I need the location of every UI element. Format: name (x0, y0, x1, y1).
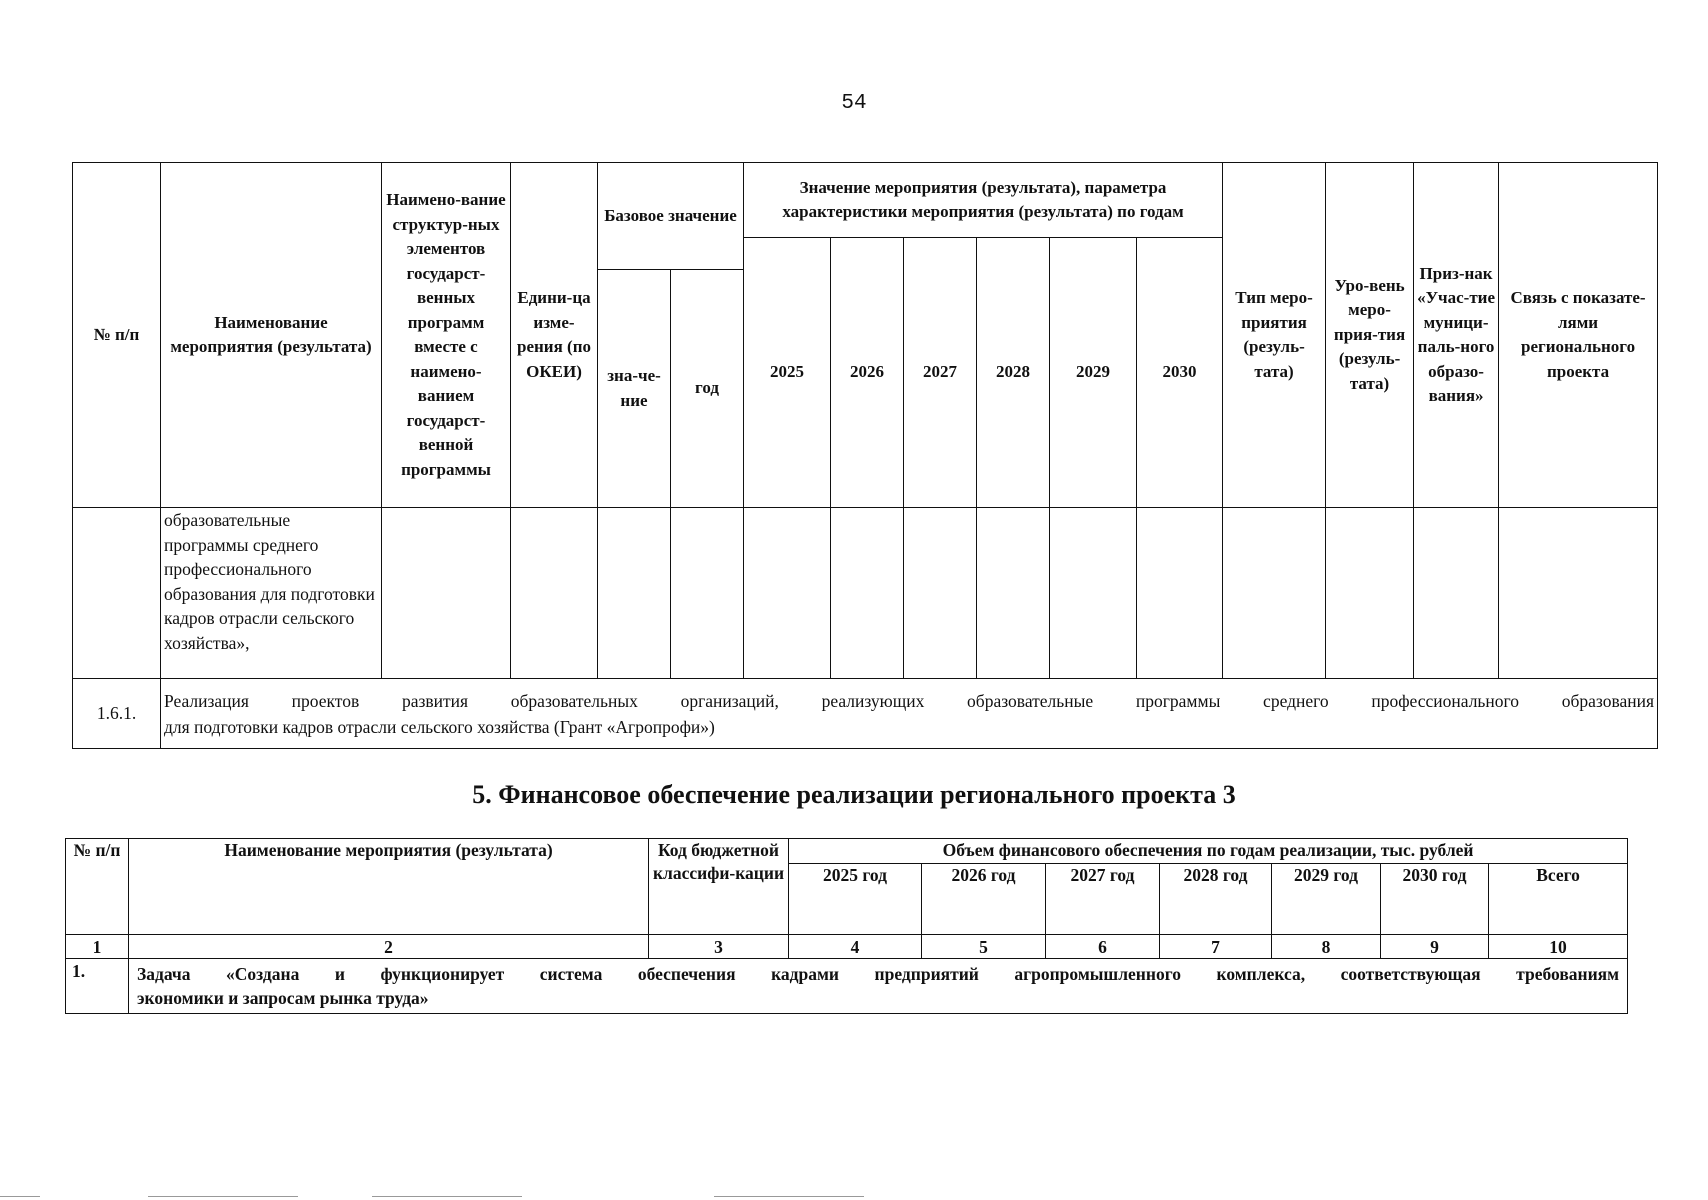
header-municipal-participation: Приз-нак «Учас-тие муници-паль-ного образо-вания» (1414, 163, 1499, 508)
header-base-value-year: год (671, 270, 744, 508)
divider (372, 1196, 522, 1197)
column-index: 6 (1046, 935, 1160, 959)
divider (0, 1196, 40, 1197)
table-cell (744, 508, 831, 679)
fin-header-2026: 2026 год (922, 864, 1046, 935)
fin-header-2027: 2027 год (1046, 864, 1160, 935)
fin-header-budget-code: Код бюджетной классифи-кации (649, 839, 789, 935)
row-number: 1.6.1. (73, 679, 161, 749)
task-description-line2: экономики и запросам рынка труда» (137, 988, 429, 1008)
activity-description (161, 679, 1658, 749)
table-cell (1326, 508, 1414, 679)
section-title: 5. Финансовое обеспечение реализации регионального проекта 3 (472, 780, 1236, 809)
header-values-by-year: Значение мероприятия (результата), параметра характеристики мероприятия (результата) по годам (744, 163, 1223, 238)
table-cell (831, 508, 904, 679)
table-cell (904, 508, 977, 679)
column-index: 10 (1489, 935, 1628, 959)
header-year-2028: 2028 (977, 238, 1050, 508)
table-cell (1050, 508, 1137, 679)
header-unit: Едини-ца изме-рения (по ОКЕИ) (511, 163, 598, 508)
table-cell (511, 508, 598, 679)
column-index: 8 (1272, 935, 1381, 959)
table-cell (1137, 508, 1223, 679)
header-year-2025: 2025 (744, 238, 831, 508)
header-link-indicators: Связь с показате-лями регионального проекта (1499, 163, 1658, 508)
table-cell (1414, 508, 1499, 679)
activity-description-line2: для подготовки кадров отрасли сельского хозяйства (Грант «Агропрофи») (164, 716, 715, 737)
task-description (129, 959, 1628, 1014)
activities-table (72, 162, 1658, 749)
activity-description-line1: Реализация проектов развития образовательных организаций, реализующих образовательные программы среднего профессионального образования (164, 690, 1655, 711)
table-cell (1223, 508, 1326, 679)
header-num: № п/п (73, 163, 161, 508)
fin-header-2030: 2030 год (1381, 864, 1489, 935)
fin-header-2029: 2029 год (1272, 864, 1381, 935)
fin-header-total: Всего (1489, 864, 1628, 935)
column-index: 2 (129, 935, 649, 959)
page-number: 54 (841, 92, 867, 115)
header-activity-level: Уро-вень меро-прия-тия (резуль-тата) (1326, 163, 1414, 508)
table-cell (977, 508, 1050, 679)
header-year-2026: 2026 (831, 238, 904, 508)
fin-header-num: № п/п (66, 839, 129, 935)
fin-header-2025: 2025 год (789, 864, 922, 935)
column-index: 1 (66, 935, 129, 959)
task-number: 1. (66, 959, 129, 1014)
divider (148, 1196, 298, 1197)
header-base-value: Базовое значение (598, 163, 744, 270)
header-activity-type: Тип меро-приятия (резуль-тата) (1223, 163, 1326, 508)
column-index: 4 (789, 935, 922, 959)
table-cell (598, 508, 671, 679)
table-cell (671, 508, 744, 679)
column-index: 7 (1160, 935, 1272, 959)
header-year-2027: 2027 (904, 238, 977, 508)
column-index: 9 (1381, 935, 1489, 959)
financing-table (65, 838, 1628, 1014)
header-activity-name: Наименование мероприятия (результата) (161, 163, 382, 508)
header-year-2030: 2030 (1137, 238, 1223, 508)
header-structural-elements: Наимено-вание структур-ных элементов государст-венных программ вместе с наимено-ванием государст-венной программы (382, 163, 511, 508)
continuation-text: образовательные программы среднего профессионального образования для подготовки кадров отрасли сельского хозяйства», (161, 508, 382, 679)
header-base-value-amount: зна-че-ние (598, 270, 671, 508)
fin-header-volume: Объем финансового обеспечения по годам реализации, тыс. рублей (789, 839, 1628, 864)
fin-header-activity-name: Наименование мероприятия (результата) (129, 839, 649, 935)
column-index: 3 (649, 935, 789, 959)
table-cell (1499, 508, 1658, 679)
table-cell (382, 508, 511, 679)
divider (714, 1196, 864, 1197)
task-description-line1: Задача «Создана и функционирует система обеспечения кадрами предприятий агропромышленного комплекса, соответствующая требованиям (137, 964, 1620, 984)
column-index: 5 (922, 935, 1046, 959)
table-cell (73, 508, 161, 679)
fin-header-2028: 2028 год (1160, 864, 1272, 935)
header-year-2029: 2029 (1050, 238, 1137, 508)
